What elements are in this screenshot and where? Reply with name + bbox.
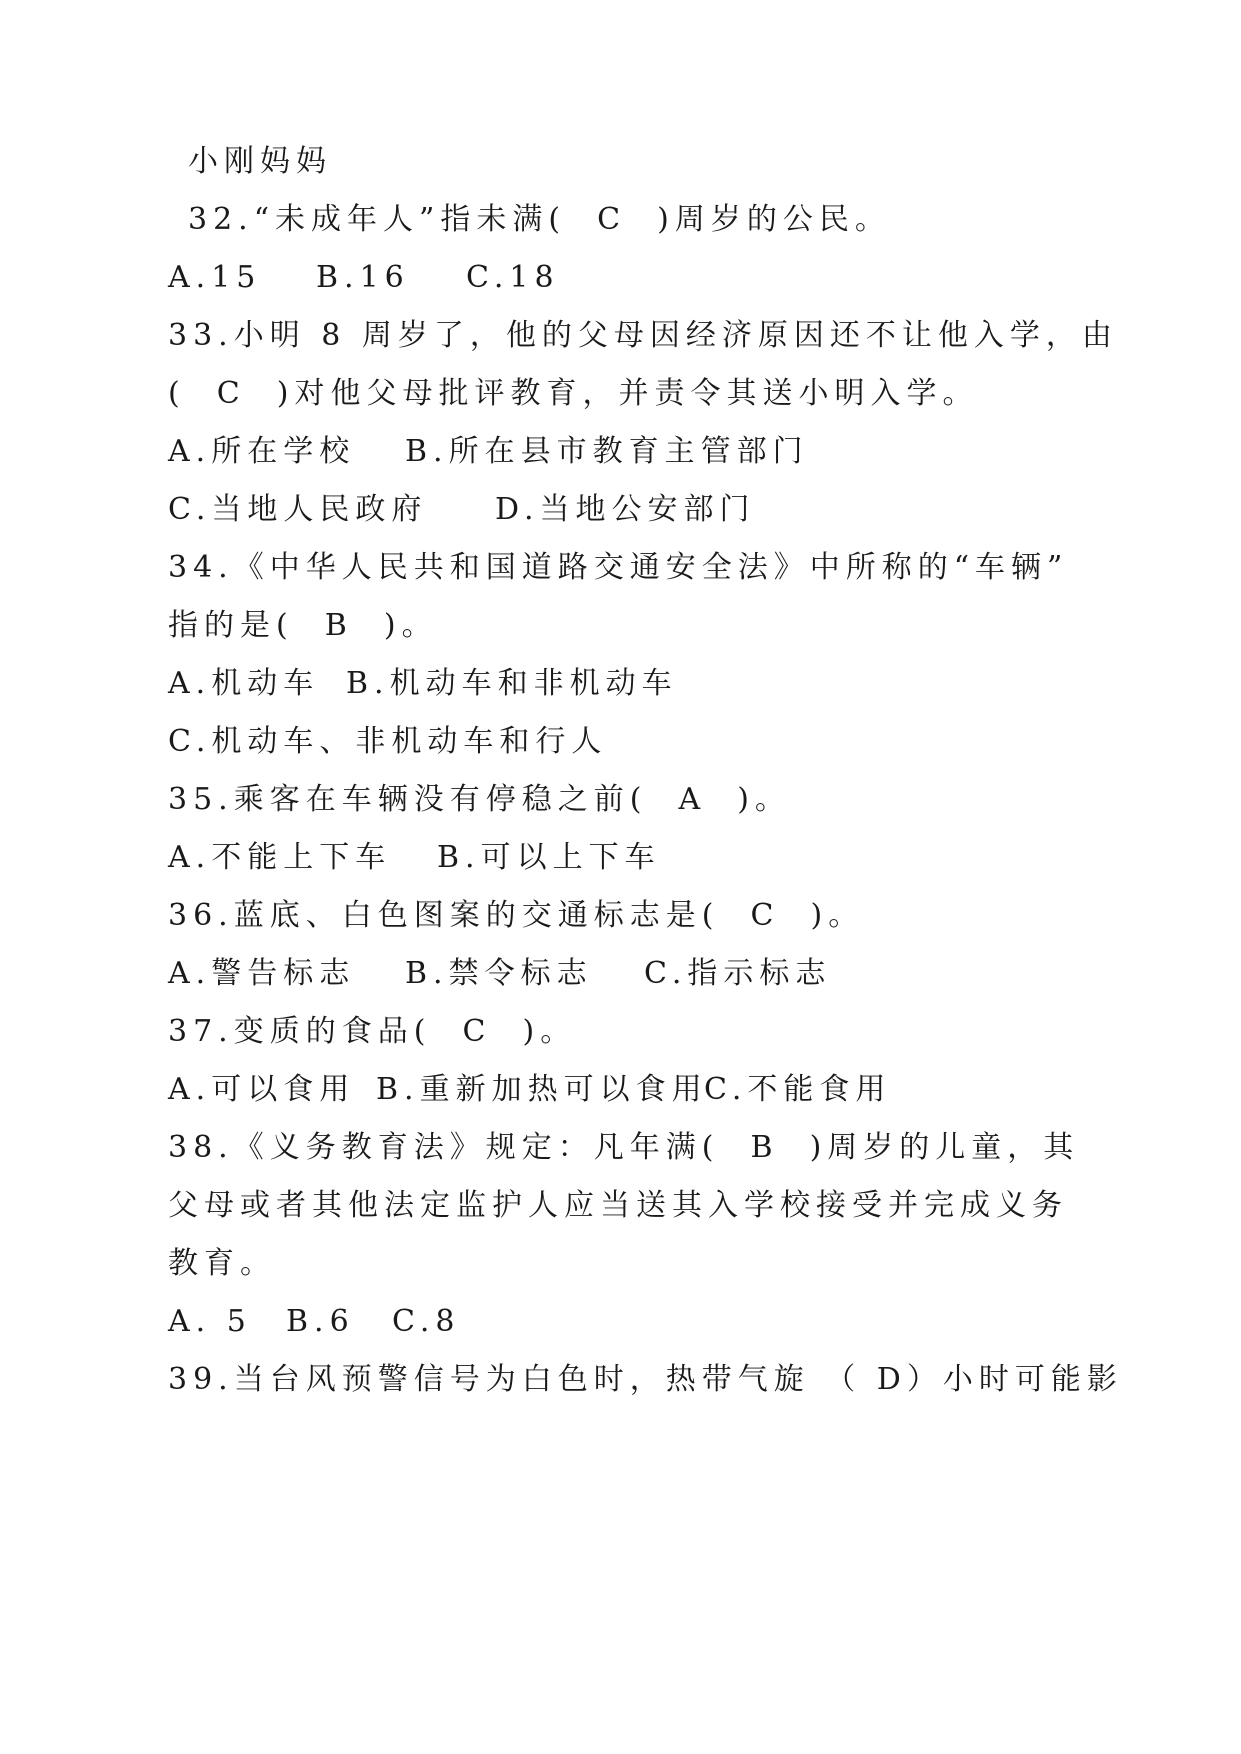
question-38-cont: 父母或者其他法定监护人应当送其入学校接受并完成义务 [168,1188,1068,1223]
q33-option-b: B.所在县市教育主管部门 [405,434,809,469]
q38-option-c: C.8 [392,1304,461,1339]
question-37: 37.变质的食品( C )。 [168,1014,577,1049]
q35-option-a: A.不能上下车 [168,840,392,875]
question-36: 36.蓝底、白色图案的交通标志是( C )。 [168,898,865,933]
question-39: 39.当台风预警信号为白色时，热带气旋 （ D）小时可能影 [168,1362,1123,1397]
q32-option-c: C.18 [466,260,560,295]
q37-option-c: C.不能食用 [704,1072,892,1107]
q33-option-a: A.所在学校 [168,434,356,469]
q36-option-c: C.指示标志 [644,956,832,991]
q35-option-b: B.可以上下车 [437,840,661,875]
q33-option-d: D.当地公安部门 [495,492,756,527]
question-38-cont-2: 教育。 [168,1246,276,1281]
question-34: 34.《中华人民共和国道路交通安全法》中所称的“车辆” [168,550,1069,585]
text-line-continuation: 小刚妈妈 [188,144,332,179]
q32-option-a: A.15 [168,260,262,295]
q36-option-b: B.禁令标志 [405,956,593,991]
q37-option-a: A.可以食用 [168,1072,356,1107]
question-33-cont: ( C )对他父母批评教育，并责令其送小明入学。 [168,376,979,411]
q33-option-c: C.当地人民政府 [168,492,428,527]
q34-option-b: B.机动车和非机动车 [346,666,678,701]
question-38: 38.《义务教育法》规定：凡年满( B )周岁的儿童，其 [168,1130,1080,1165]
question-33: 33.小明 8 周岁了，他的父母因经济原因还不让他入学，由 [168,318,1118,353]
question-34-cont: 指的是( B )。 [168,608,438,643]
q38-option-b: B.6 [286,1304,355,1339]
question-35: 35.乘客在车辆没有停稳之前( A )。 [168,782,791,817]
q34-option-a: A.机动车 [168,666,320,701]
q36-option-a: A.警告标志 [168,956,356,991]
q34-option-c: C.机动车、非机动车和行人 [168,724,608,759]
question-32: 32.“未成年人”指未满( C )周岁的公民。 [188,202,891,237]
q38-option-a: A. 5 [168,1304,252,1339]
q32-option-b: B.16 [316,260,410,295]
q37-option-b: B.重新加热可以食用 [376,1072,708,1107]
